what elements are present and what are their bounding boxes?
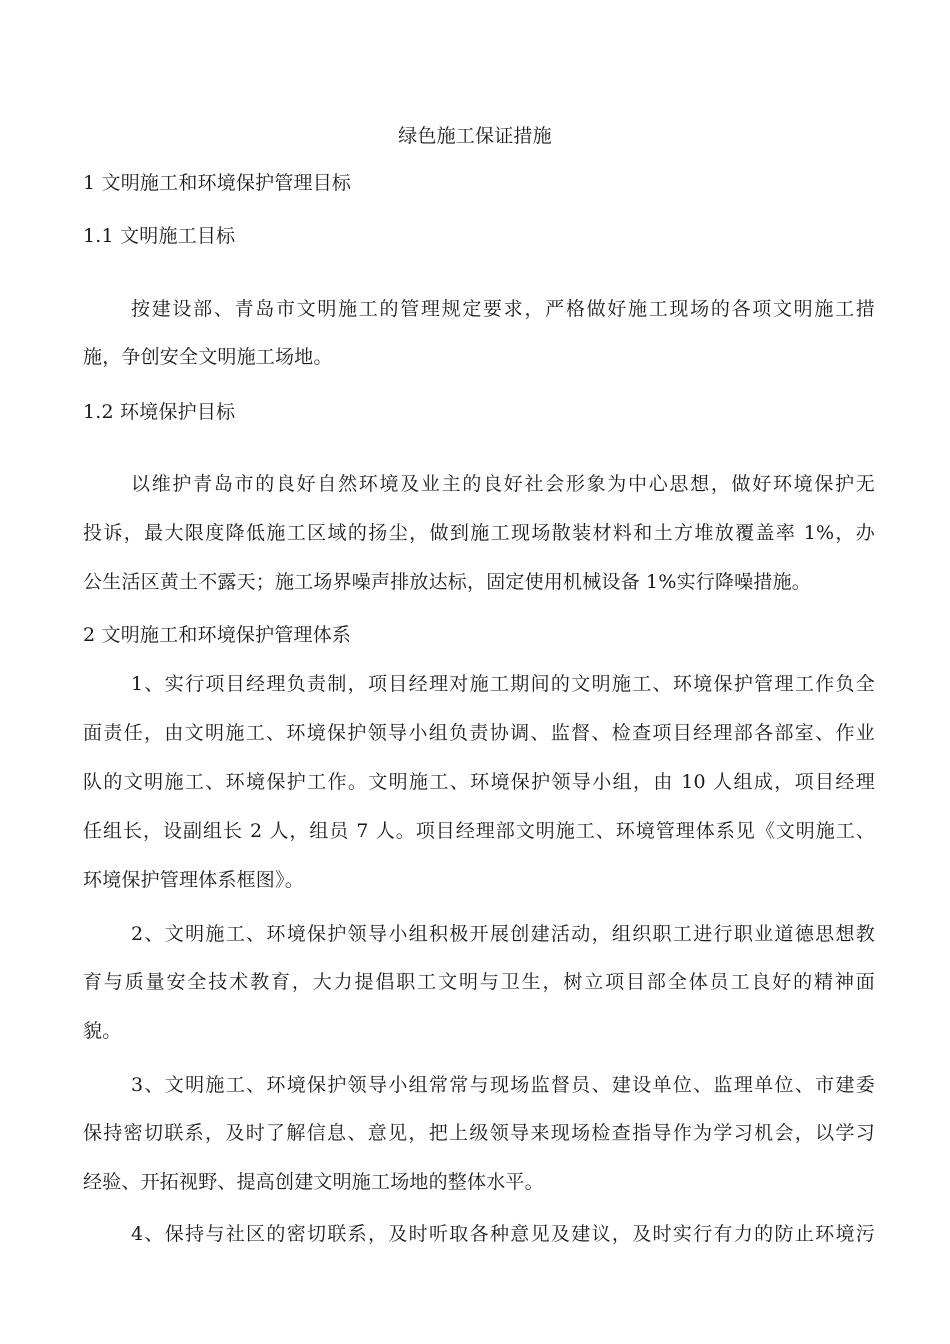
paragraph-line: 经验、开拓视野、提高创建文明施工场地的整体水平。	[83, 1171, 544, 1193]
paragraph-line: 队的文明施工、环境保护工作。文明施工、环境保护领导小组，由 10 人组成，项目经理	[83, 771, 875, 793]
paragraph-line: 任组长，设副组长 2 人，组员 7 人。项目经理部文明施工、环境管理体系见《文明施工、	[83, 820, 875, 842]
paragraph-line: 2、文明施工、环境保护领导小组积极开展创建活动，组织职工进行职业道德思想教	[131, 923, 875, 945]
paragraph-line: 按建设部、青岛市文明施工的管理规定要求，严格做好施工现场的各项文明施工措	[131, 298, 875, 320]
section-heading-1: 1 文明施工和环境保护管理目标	[83, 172, 352, 194]
paragraph-line: 环境保护管理体系框图》。	[83, 869, 304, 891]
paragraph-line: 公生活区黄土不露天；施工场界噪声排放达标，固定使用机械设备 1%实行降噪措施。	[83, 571, 811, 593]
subsection-heading-1-1: 1.1 文明施工目标	[83, 225, 236, 247]
section-heading-2: 2 文明施工和环境保护管理体系	[83, 624, 352, 646]
paragraph-line: 保持密切联系，及时了解信息、意见，把上级领导来现场检查指导作为学习机会，以学习	[83, 1122, 875, 1144]
paragraph-line: 投诉，最大限度降低施工区域的扬尘，做到施工现场散装材料和土方堆放覆盖率 1%，办	[83, 522, 875, 544]
document-title: 绿色施工保证措施	[398, 125, 552, 147]
paragraph-line: 施，争创安全文明施工场地。	[83, 346, 333, 368]
paragraph-line: 以维护青岛市的良好自然环境及业主的良好社会形象为中心思想，做好环境保护无	[131, 473, 875, 495]
subsection-heading-1-2: 1.2 环境保护目标	[83, 401, 236, 423]
paragraph-line: 貌。	[83, 1020, 122, 1042]
paragraph-line: 4、保持与社区的密切联系，及时听取各种意见及建议，及时实行有力的防止环境污	[131, 1223, 875, 1245]
paragraph-line: 3、文明施工、环境保护领导小组常常与现场监督员、建设单位、监理单位、市建委	[131, 1074, 875, 1096]
paragraph-line: 面责任，由文明施工、环境保护领导小组负责协调、监督、检查项目经理部各部室、作业	[83, 722, 875, 744]
paragraph-line: 1、实行项目经理负责制，项目经理对施工期间的文明施工、环境保护管理工作负全	[131, 673, 875, 695]
paragraph-line: 育与质量安全技术教育，大力提倡职工文明与卫生，树立项目部全体员工良好的精神面	[83, 971, 875, 993]
